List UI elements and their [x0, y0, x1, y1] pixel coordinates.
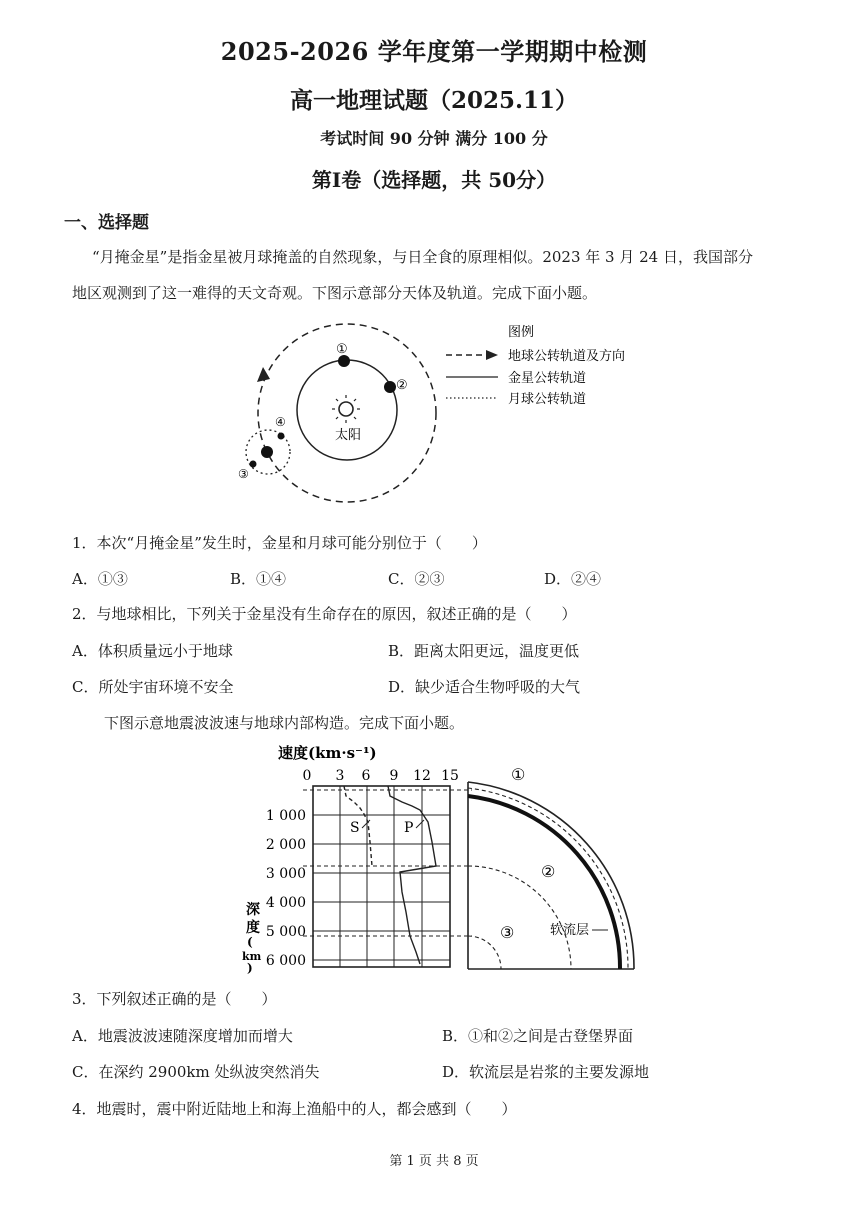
earth-icon [261, 446, 273, 458]
depth-label-5: ) [247, 961, 253, 975]
depth-label-4: km [242, 950, 262, 963]
passage1-line1: “月掩金星”是指金星被月球掩盖的自然现象，与日全食的原理相似。2023 年 3 月 24 日，我国部分 [92, 248, 753, 266]
question-3-stem: 3．下列叙述正确的是（ ） [72, 990, 277, 1008]
moon-position-4 [278, 433, 285, 440]
legend-venus-orbit: 金星公转轨道 [508, 371, 587, 386]
x-tick-12: 12 [413, 768, 431, 784]
sun-icon [332, 395, 360, 423]
seismic-diagram [236, 742, 648, 978]
question-3-option-a[interactable]: A．地震波波速随深度增加而增大 [72, 1027, 293, 1045]
depth-label-1: 深 [246, 902, 260, 918]
paper-subtitle: 高一地理试题（2025.11） [289, 87, 579, 114]
p-wave-leader [416, 820, 424, 828]
marker-2: ② [396, 378, 408, 393]
depth-label-3: ( [247, 935, 253, 949]
boundary-lines [303, 790, 472, 936]
question-3-option-d[interactable]: D．软流层是岩浆的主要发源地 [442, 1063, 650, 1081]
x-tick-15: 15 [441, 768, 459, 784]
p-wave-curve [388, 786, 436, 964]
y-tick-6000: 6 000 [265, 953, 306, 969]
p-wave-label: P [404, 820, 414, 836]
question-2-option-c[interactable]: C．所处宇宙环境不安全 [72, 678, 234, 696]
graph-frame [313, 786, 450, 967]
legend-earth-orbit: 地球公转轨道及方向 [508, 349, 626, 364]
legend-title: 图例 [508, 325, 535, 340]
graph-grid [313, 786, 450, 967]
sun-label: 太阳 [335, 428, 362, 443]
question-1-option-a[interactable]: A．①③ [72, 570, 128, 588]
y-tick-3000: 3 000 [265, 866, 306, 882]
question-1-option-d[interactable]: D．②④ [544, 570, 602, 588]
question-2-option-a[interactable]: A．体积质量远小于地球 [72, 642, 233, 660]
question-3-option-b[interactable]: B．①和②之间是古登堡界面 [442, 1027, 634, 1045]
depth-label-2: 度 [246, 920, 260, 936]
earth-orbit-direction-arrow [257, 367, 270, 382]
volume-title: 第Ⅰ卷（选择题，共 50分） [311, 168, 557, 192]
x-tick-3: 3 [335, 768, 345, 784]
exam-info: 考试时间 90 分钟 满分 100 分 [320, 129, 548, 148]
marker-4: ④ [275, 415, 286, 429]
venus-position-2 [384, 381, 396, 393]
layer-marker-1: ① [511, 765, 526, 784]
question-2-option-d[interactable]: D．缺少适合生物呼吸的大气 [388, 678, 581, 696]
x-tick-9: 9 [389, 768, 399, 784]
asthenosphere-label: 软流层 [550, 923, 590, 938]
section-title: 一、选择题 [64, 213, 149, 233]
moon-position-3 [250, 461, 257, 468]
x-tick-0: 0 [302, 768, 312, 784]
question-2-stem: 2．与地球相比，下列关于金星没有生命存在的原因，叙述正确的是（ ） [72, 605, 577, 623]
question-3-option-c[interactable]: C．在深约 2900km 处纵波突然消失 [72, 1063, 320, 1081]
speed-axis-label: 速度(km·s⁻¹) [278, 744, 377, 762]
legend-moon-orbit: 月球公转轨道 [508, 392, 587, 407]
passage1-line2: 地区观测到了这一难得的天文奇观。下图示意部分天体及轨道。完成下面小题。 [72, 284, 598, 302]
x-tick-6: 6 [361, 768, 371, 784]
question-1-option-b[interactable]: B．①④ [230, 570, 287, 588]
page-footer: 第 1 页 共 8 页 [389, 1154, 479, 1169]
s-wave-label: S [350, 820, 360, 836]
legend-arrow [486, 350, 498, 360]
passage2: 下图示意地震波波速与地球内部构造。完成下面小题。 [104, 714, 465, 732]
marker-1: ① [336, 342, 348, 357]
exam-title: 2025-2026 学年度第一学期期中检测 [220, 37, 648, 66]
marker-3: ③ [238, 467, 249, 481]
y-tick-2000: 2 000 [265, 837, 306, 853]
y-tick-5000: 5 000 [265, 924, 306, 940]
venus-orbit [297, 360, 397, 460]
question-4-stem: 4．地震时，震中附近陆地上和海上渔船中的人，都会感到（ ） [72, 1100, 517, 1118]
orbit-diagram [226, 312, 646, 520]
question-1-stem: 1．本次“月掩金星”发生时，金星和月球可能分别位于（ ） [72, 534, 487, 552]
y-tick-1000: 1 000 [265, 808, 306, 824]
question-1-option-c[interactable]: C．②③ [388, 570, 445, 588]
layer-marker-3: ③ [500, 923, 515, 942]
layer-marker-2: ② [541, 862, 556, 881]
y-tick-4000: 4 000 [265, 895, 306, 911]
question-2-option-b[interactable]: B．距离太阳更远，温度更低 [388, 642, 580, 660]
